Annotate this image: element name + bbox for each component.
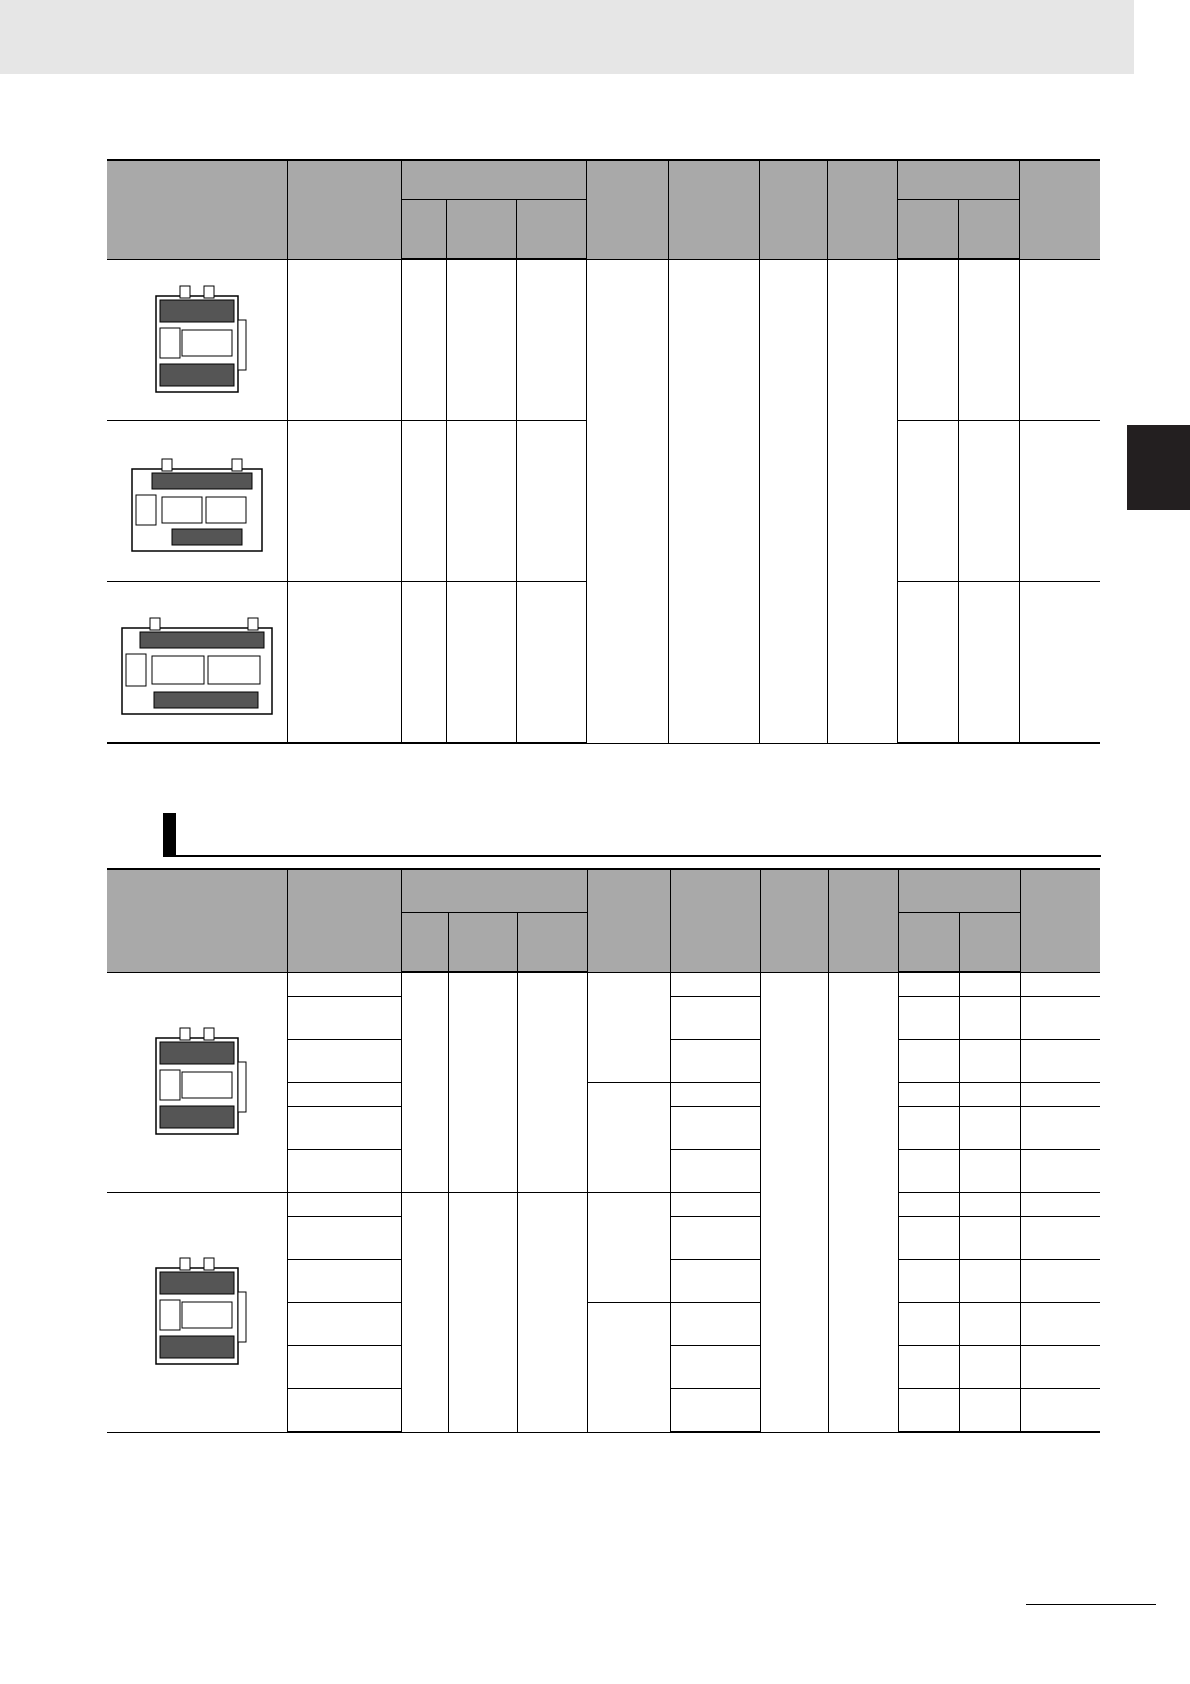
header-group-cell bbox=[898, 869, 1020, 913]
cell bbox=[959, 1260, 1020, 1303]
cell bbox=[516, 582, 586, 744]
header-group-cell bbox=[401, 160, 586, 200]
cell bbox=[959, 1193, 1020, 1217]
header-cell bbox=[759, 160, 827, 259]
section-heading-rule bbox=[163, 855, 1101, 857]
merged-cell bbox=[587, 1193, 670, 1303]
header-cell bbox=[587, 869, 670, 972]
section-heading-marker bbox=[163, 813, 176, 857]
cell bbox=[959, 1040, 1020, 1083]
cell bbox=[287, 1193, 401, 1217]
cell bbox=[1020, 1217, 1100, 1260]
header-subcell bbox=[448, 913, 517, 973]
merged-cell bbox=[587, 972, 670, 1083]
header-cell bbox=[287, 160, 401, 259]
cell bbox=[1019, 421, 1100, 582]
header-cell bbox=[828, 869, 898, 972]
merged-cell bbox=[827, 259, 897, 743]
cell bbox=[897, 421, 958, 582]
cell bbox=[516, 259, 586, 421]
cell bbox=[670, 1107, 760, 1150]
header-subcell bbox=[401, 200, 446, 260]
cell bbox=[287, 1260, 401, 1303]
cell bbox=[516, 421, 586, 582]
plc-unit-image bbox=[142, 280, 252, 400]
merged-cell bbox=[517, 972, 587, 1193]
chapter-tab bbox=[1127, 425, 1190, 510]
cell bbox=[898, 1040, 959, 1083]
cell bbox=[446, 259, 516, 421]
cell bbox=[959, 1083, 1020, 1107]
merged-cell bbox=[448, 1193, 517, 1433]
header-cell bbox=[1020, 869, 1100, 972]
header-subcell bbox=[516, 200, 586, 260]
cell bbox=[898, 1217, 959, 1260]
cell bbox=[670, 1346, 760, 1389]
cell bbox=[898, 1107, 959, 1150]
plc-unit-image bbox=[122, 441, 272, 561]
cell bbox=[287, 1217, 401, 1260]
plc-unit-image bbox=[114, 602, 280, 722]
cell bbox=[287, 1303, 401, 1346]
header-subcell bbox=[517, 913, 587, 973]
cell bbox=[898, 1150, 959, 1193]
cell bbox=[1019, 259, 1100, 421]
header-group-cell bbox=[401, 869, 587, 913]
cell bbox=[959, 1217, 1020, 1260]
spec-table-2 bbox=[107, 868, 1100, 1433]
merged-cell bbox=[401, 1193, 448, 1433]
cell bbox=[959, 997, 1020, 1040]
spec-table-1 bbox=[107, 159, 1100, 744]
header-subcell bbox=[958, 200, 1019, 260]
cell bbox=[670, 972, 760, 997]
cell bbox=[958, 421, 1019, 582]
cell bbox=[898, 1260, 959, 1303]
header-subcell bbox=[898, 913, 959, 973]
header-cell bbox=[287, 869, 401, 972]
product-image-cell bbox=[107, 972, 287, 1193]
cell bbox=[670, 1040, 760, 1083]
merged-cell bbox=[587, 1083, 670, 1193]
cell bbox=[1020, 1389, 1100, 1433]
merged-cell bbox=[587, 1303, 670, 1433]
merged-cell bbox=[401, 972, 448, 1193]
cell bbox=[446, 582, 516, 744]
cell bbox=[1020, 997, 1100, 1040]
cell bbox=[1020, 972, 1100, 997]
cell bbox=[898, 1346, 959, 1389]
cell bbox=[670, 1083, 760, 1107]
merged-cell bbox=[586, 259, 668, 743]
cell bbox=[897, 582, 958, 744]
header-group-cell bbox=[897, 160, 1019, 200]
cell bbox=[670, 997, 760, 1040]
cell bbox=[401, 582, 446, 744]
cell bbox=[1020, 1150, 1100, 1193]
cell bbox=[959, 1346, 1020, 1389]
cell bbox=[287, 1389, 401, 1433]
cell bbox=[670, 1260, 760, 1303]
plc-unit-image bbox=[142, 1252, 252, 1372]
cell bbox=[670, 1303, 760, 1346]
cell bbox=[287, 259, 401, 421]
merged-cell bbox=[759, 259, 827, 743]
table-row bbox=[107, 259, 1100, 421]
header-cell bbox=[668, 160, 759, 259]
cell bbox=[898, 997, 959, 1040]
cell bbox=[1020, 1040, 1100, 1083]
merged-cell bbox=[828, 972, 898, 1432]
table-row bbox=[107, 1193, 1100, 1217]
cell bbox=[897, 259, 958, 421]
cell bbox=[287, 972, 401, 997]
product-image-cell bbox=[107, 1193, 287, 1433]
merged-cell bbox=[517, 1193, 587, 1433]
cell bbox=[287, 1150, 401, 1193]
footer-rule bbox=[1026, 1604, 1156, 1605]
header-cell bbox=[586, 160, 668, 259]
merged-cell bbox=[668, 259, 759, 743]
cell bbox=[1020, 1303, 1100, 1346]
merged-cell bbox=[760, 972, 828, 1432]
cell bbox=[1020, 1346, 1100, 1389]
header-cell bbox=[107, 160, 287, 259]
cell bbox=[958, 582, 1019, 744]
product-image-cell bbox=[107, 582, 287, 744]
cell bbox=[287, 582, 401, 744]
header-cell bbox=[760, 869, 828, 972]
product-image-cell bbox=[107, 259, 287, 421]
cell bbox=[1020, 1193, 1100, 1217]
header-subcell bbox=[897, 200, 958, 260]
header-subcell bbox=[959, 913, 1020, 973]
cell bbox=[1020, 1260, 1100, 1303]
cell bbox=[898, 1303, 959, 1346]
cell bbox=[1019, 582, 1100, 744]
cell bbox=[670, 1389, 760, 1433]
cell bbox=[959, 1150, 1020, 1193]
plc-unit-image bbox=[142, 1022, 252, 1142]
cell bbox=[959, 1107, 1020, 1150]
cell bbox=[670, 1217, 760, 1260]
header-band bbox=[0, 0, 1134, 74]
cell bbox=[401, 421, 446, 582]
cell bbox=[287, 1083, 401, 1107]
cell bbox=[287, 421, 401, 582]
cell bbox=[401, 259, 446, 421]
cell bbox=[898, 1389, 959, 1433]
cell bbox=[287, 997, 401, 1040]
header-cell bbox=[1019, 160, 1100, 259]
cell bbox=[959, 972, 1020, 997]
cell bbox=[670, 1150, 760, 1193]
cell bbox=[958, 259, 1019, 421]
header-cell bbox=[670, 869, 760, 972]
header-subcell bbox=[446, 200, 516, 260]
cell bbox=[898, 972, 959, 997]
header-cell bbox=[107, 869, 287, 972]
product-image-cell bbox=[107, 421, 287, 582]
header-cell bbox=[827, 160, 897, 259]
cell bbox=[287, 1107, 401, 1150]
cell bbox=[287, 1040, 401, 1083]
cell bbox=[446, 421, 516, 582]
cell bbox=[1020, 1107, 1100, 1150]
cell bbox=[959, 1389, 1020, 1433]
cell bbox=[287, 1346, 401, 1389]
cell bbox=[898, 1083, 959, 1107]
header-subcell bbox=[401, 913, 448, 973]
cell bbox=[959, 1303, 1020, 1346]
merged-cell bbox=[448, 972, 517, 1193]
cell bbox=[898, 1193, 959, 1217]
cell bbox=[1020, 1083, 1100, 1107]
table-row bbox=[107, 972, 1100, 997]
cell bbox=[670, 1193, 760, 1217]
